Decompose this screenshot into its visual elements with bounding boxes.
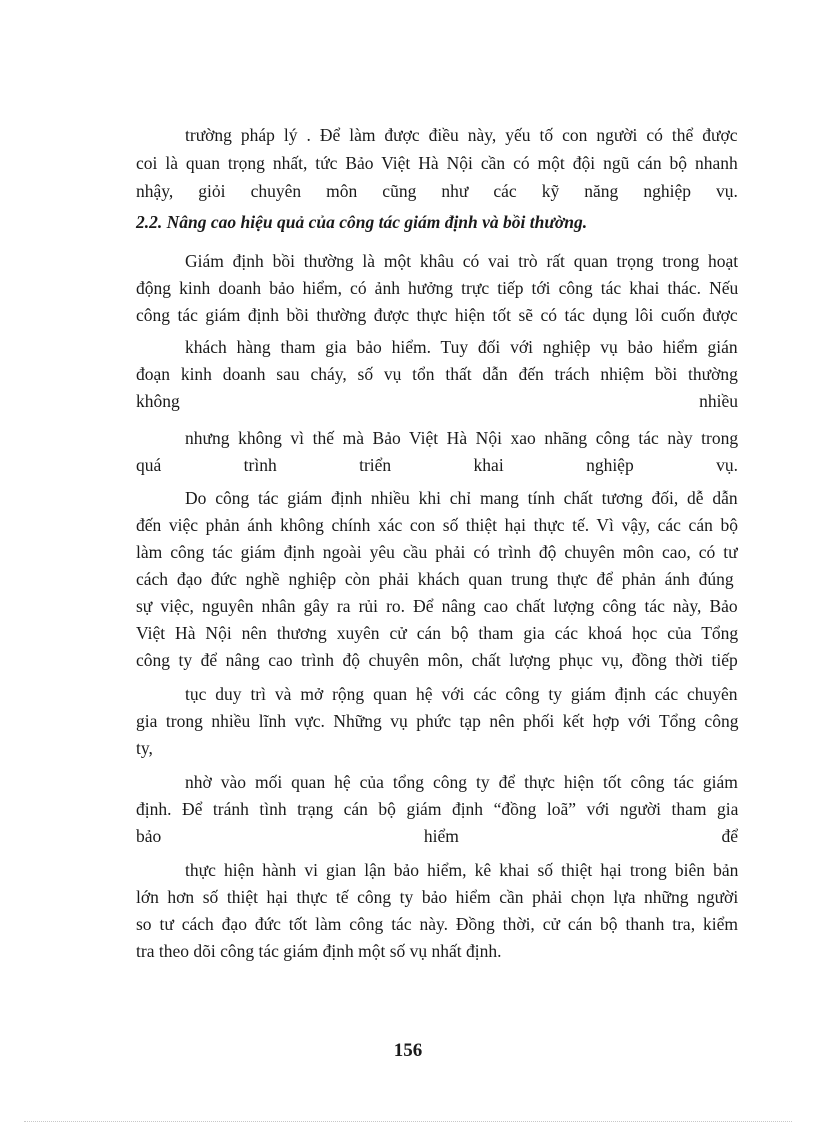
text-word: như [441, 181, 469, 201]
text-word: nhậy, [136, 181, 174, 201]
text-line [136, 454, 738, 476]
text-line: động kinh doanh bảo hiểm, có ảnh hưởng trực tiếp tới công tác khai thác. Nếu [136, 278, 739, 298]
text-line: sự việc, nguyên nhân gây ra rủi ro. Để nâng cao chất lượng công tác này, Bảo [136, 596, 738, 616]
text-line: Do công tác giám định nhiều khi chỉ mang tính chất tương đối, dễ dẫn [185, 488, 738, 508]
text-word: nghiệp [643, 181, 691, 201]
text-word: để [721, 826, 738, 846]
text-line [136, 825, 738, 847]
text-line: làm công tác giám định ngoài yêu cầu phải có trình độ chuyên môn cao, có tư [136, 542, 738, 562]
text-line: thực hiện hành vi gian lận bảo hiểm, kê khai số thiệt hại trong biên bản [185, 860, 739, 880]
text-line: so tư cách đạo đức tốt làm công tác này. Đồng thời, cử cán bộ thanh tra, kiểm [136, 914, 738, 934]
text-line: ty, [136, 738, 153, 758]
text-line: công tác giám định bồi thường được thực hiện tốt sẽ có tác dụng lôi cuốn được [136, 305, 738, 325]
text-word: trình [243, 455, 277, 475]
text-line: coi là quan trọng nhất, tức Bảo Việt Hà Nội cần có một đội ngũ cán bộ nhanh [136, 153, 738, 173]
text-line: đoạn kinh doanh sau cháy, số vụ tổn thất dẫn đến trách nhiệm bồi thường [136, 364, 738, 384]
text-word: môn [326, 181, 358, 201]
text-word: nghiệp [586, 455, 634, 475]
text-word: cũng [382, 181, 417, 201]
text-word: chuyên [250, 181, 302, 201]
text-line: đến việc phản ánh không chính xác con số thiệt hại thực tế. Vì vậy, các cán bộ [136, 515, 738, 535]
section-heading: 2.2. Nâng cao hiệu quả của công tác giám định và bồi thường. [136, 212, 588, 232]
text-line [136, 180, 738, 202]
text-line: gia trong nhiều lĩnh vực. Những vụ phức tạp nên phối kết hợp với Tổng công [136, 711, 739, 731]
text-word: năng [584, 181, 619, 201]
text-word: triển [359, 455, 392, 475]
text-line: công ty để nâng cao trình độ chuyên môn, chất lượng phục vụ, đồng thời tiếp [136, 650, 738, 670]
text-line: tục duy trì và mở rộng quan hệ với các công ty giám định các chuyên [185, 684, 738, 704]
text-line: nhưng không vì thế mà Bảo Việt Hà Nội xao nhãng công tác này trong [185, 428, 739, 448]
text-word: giỏi [198, 181, 226, 201]
text-word: vụ. [716, 181, 738, 201]
text-line: tra theo dõi công tác giám định một số vụ nhất định. [136, 941, 502, 961]
page-bottom-rule [24, 1121, 792, 1122]
text-word: khai [473, 455, 504, 475]
text-word: kỹ [541, 181, 560, 201]
text-line: cách đạo đức nghề nghiệp còn phải khách quan trung thực để phản ánh đúng [136, 569, 734, 589]
text-word: các [493, 181, 517, 201]
page-number: 156 [393, 1040, 423, 1061]
text-line: Giám định bồi thường là một khâu có vai trò rất quan trọng trong hoạt [185, 251, 739, 271]
text-word: bảo [136, 826, 162, 846]
text-line: lớn hơn số thiệt hại thực tế công ty bảo hiểm cần phải chọn lựa những người [136, 887, 739, 907]
text-word: vụ. [716, 455, 738, 475]
text-line [136, 390, 738, 412]
text-word: không [136, 391, 180, 411]
text-line: nhờ vào mối quan hệ của tổng công ty để thực hiện tốt công tác giám [185, 772, 738, 792]
text-word: quá [136, 455, 162, 475]
text-line: trường pháp lý . Để làm được điều này, yếu tố con người có thể được [185, 125, 738, 145]
text-line: định. Để tránh tình trạng cán bộ giám định “đồng loã” với người tham gia [136, 799, 739, 819]
text-word: hiểm [423, 826, 459, 846]
text-word: nhiều [699, 391, 738, 411]
text-line: Việt Hà Nội nên thương xuyên cử cán bộ tham gia các khoá học của Tổng [136, 623, 739, 643]
text-line: khách hàng tham gia bảo hiểm. Tuy đối với nghiệp vụ bảo hiểm gián [185, 337, 738, 357]
